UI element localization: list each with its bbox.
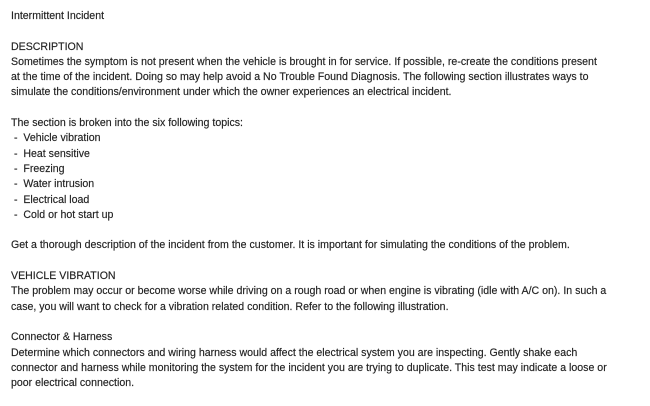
- spacer: [11, 24, 641, 39]
- connector-harness-line: poor electrical connection.: [11, 377, 135, 390]
- topic-list-item: - Water intrusion: [11, 178, 95, 191]
- spacer: [11, 315, 641, 330]
- document-title: Intermittent Incident: [11, 10, 105, 22]
- connector-harness-line: Determine which connectors and wiring harness would affect the electrical system you are inspecting. Gently shake each: [11, 346, 578, 359]
- vehicle-vibration-line: The problem may occur or become worse while driving on a rough road or when engine is vibrating (idle with A/C on). In such a: [11, 285, 607, 298]
- document-page: [11, 9, 641, 391]
- topic-list-item: - Vehicle vibration: [11, 132, 101, 145]
- topic-list-item: - Heat sensitive: [11, 147, 90, 160]
- topic-list-item: - Cold or hot start up: [11, 208, 114, 221]
- spacer: [11, 101, 641, 116]
- description-line: simulate the conditions/environment under which the owner experiences an electrical incident.: [11, 86, 452, 99]
- description-line: Sometimes the symptom is not present when the vehicle is brought in for service. If possible, re-create the conditions present: [11, 55, 597, 68]
- topic-list-item: - Electrical load: [11, 193, 90, 206]
- customer-note: Get a thorough description of the incident from the customer. It is important for simulating the conditions of the problem.: [11, 239, 570, 252]
- spacer: [11, 254, 641, 269]
- description-heading: DESCRIPTION: [11, 40, 84, 53]
- connector-harness-line: connector and harness while monitoring the system for the incident you are trying to duplicate. This test may indicate a loose or: [11, 361, 607, 374]
- vehicle-vibration-heading: VEHICLE VIBRATION: [11, 270, 116, 283]
- topic-list-item: - Freezing: [11, 162, 65, 175]
- spacer: [11, 223, 641, 238]
- topics-intro: The section is broken into the six following topics:: [11, 117, 244, 130]
- connector-harness-heading: Connector & Harness: [11, 331, 113, 344]
- vehicle-vibration-line: case, you will want to check for a vibration related condition. Refer to the following illustration.: [11, 300, 449, 313]
- description-line: at the time of the incident. Doing so may help avoid a No Trouble Found Diagnosis. The following section illustrates ways to: [11, 71, 589, 84]
